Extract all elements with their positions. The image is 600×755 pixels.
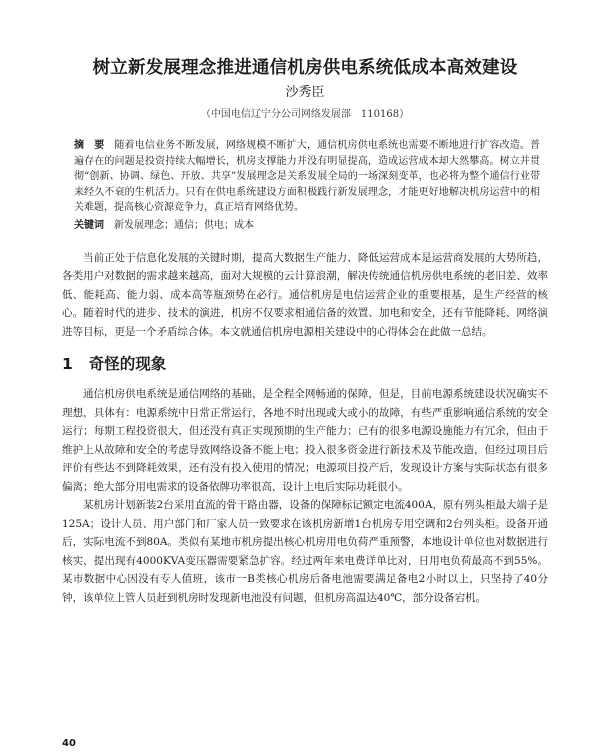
keywords [74,218,540,233]
abstract-label: 摘 要 [74,140,105,151]
intro-paragraph: 当前正处于信息化发展的关键时期，提高大数据生产能力、降低运营成本是运营商发展的大势所趋，各类用户对数据的需求越来越高，面对大规模的云计算浪潮，解决传统通信机房供电系统的老旧差、效率低、能耗高、能力弱、成本高等瓶颈势在必行。通信机房是电信运营企业的重要根基，是生产经营的核心。随着时代的进步、技术的演进，机房不仅要求相通信备的效置、加电和安全，还有节能降耗、网络演进等目标，更是一个矛盾综合体。本文就通信机房电源相关建设中的心得体会在此做一总结。 [62,251,548,338]
abstract [74,138,540,216]
article-title: 树立新发展理念推进通信机房供电系统低成本高效建设 [92,58,518,78]
body-paragraph: 某机房计划新装2台采用直流的骨干路由器，设备的保障标记额定电流400A，原有列头柜最大端子是125A；设计人员、用户部门和厂家人员一致要求在该机房新增1台机房专用空调和2台列头柜。设备开通后，实际电流不到80A。类似有某地市机房提出核心机房用电负荷严重预警，本地设计单位也对数据进行核实，提出现有4000KVA变压器需要紧急扩容。经过两年来电费详单比对，日用电负荷最高不到55%。某市数据中心因没有专人值班，该市一B类核心机房后备电池需要满足备电2小时以上，只坚持了40分钟，该单位上管人员赶到机房时发现新电池没有问题，但机房高温达40℃，部分设备宕机。 [62,499,548,604]
article-page [62,56,548,607]
body-paragraph: 通信机房供电系统是通信网络的基础，是全程全网畅通的保障，但是，目前电源系统建设状况确实不理想，具体有：电源系统中日常正常运行，各地不时出现或大或小的故障，有些严重影响通信系统的安全运行；每期工程投资很大，但还没有真正实现预期的生产能力；已有的很多电源设施能力有冗余，但由于维护上从故障和安全的考虑导致网络设备不能上电；投入很多资金进行新技术及节能改造，但经过项目后评价有些达不到降耗效果，还有没有投入使用的情况；电源项目投产后，发现设计方案与实际状态有很多偏离；绝大部分用电需求的设备依牌功率很高，设计上电后实际功耗很小。 [62,388,548,493]
keywords-label: 关键词 [74,219,104,231]
section-title: 奇怪的现象 [88,355,167,373]
section-number: 1 [62,355,73,373]
keywords-text: 新发展理念；通信；供电；成本 [114,219,254,231]
abstract-text: 随着电信业务不断发展，网络规模不断扩大，通信机房供电系统也需要不断地进行扩容改造。普遍存在的问题是投资持续大幅增长，机房支撑能力并没有明显提高，造成运营成本却大然攀高。树立并贯彻“创新、协调、绿色、开放、共享”发展理念是关系发展全局的一场深刻变革，也必将为整个通信行业带来经久不衰的生机活力。只有在供电系统建设方面积极践行新发展理念，才能更好地解决机房运营中的相关难题，提高核心资源竞争力，真正培育网络优势。 [74,140,541,213]
page-number: 40 [62,738,76,749]
author-name: 沙秀臣 [285,85,325,100]
author-affiliation: （中国电信辽宁分公司网络发展部 110168） [200,109,410,120]
section-heading [62,353,548,375]
